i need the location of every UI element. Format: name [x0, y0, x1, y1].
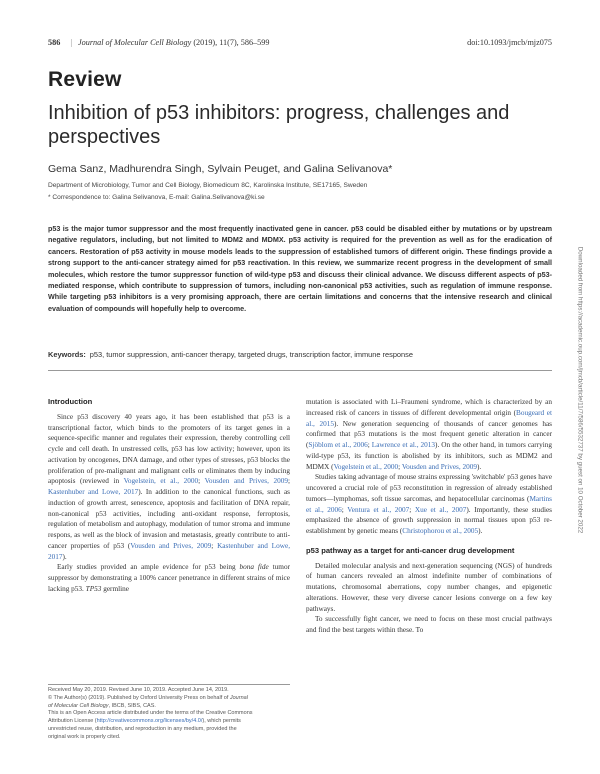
copyright-line: of Molecular Cell Biology, IBCB, SIBS, CAS. — [48, 702, 156, 709]
keywords-value: p53, tumor suppression, anti-cancer therapy, targeted drugs, transcription factor, immune response — [89, 350, 413, 359]
citation-link[interactable]: Kastenhuber and Lowe, 2017 — [48, 541, 291, 561]
citation-link[interactable]: Lawrence et al., 2013 — [371, 441, 436, 449]
header-separator: | — [70, 38, 72, 47]
citation-link[interactable]: Vousden and Prives, 2009 — [204, 477, 288, 486]
download-watermark-text: Downloaded from https://academic.oup.com/jmcb/article/11/7/586/5532737 by guest on 10 October 2022 — [576, 246, 584, 534]
received-dates: Received May 20, 2019. Revised June 10, 2019. Accepted June 14, 2019. — [48, 687, 229, 693]
running-header — [48, 38, 552, 50]
license-line: This is an Open Access article distributed under the terms of the Creative Commons — [48, 710, 253, 717]
author-list: Gema Sanz, Madhurendra Singh, Sylvain Peuget, and Galina Selivanova* — [48, 163, 393, 175]
section-heading-p53-pathway: p53 pathway as a target for anti-cancer drug development — [306, 545, 515, 555]
body-paragraph: Studies taking advantage of mouse strains expressing 'switchable' p53 genes have uncovered a crucial role of p53 reconstitution in regression of already established tumors—lymphomas, soft tissue sarcomas, and hepatocellular carcinomas (Martins et al., 2006; Ventura et al., 2007; Xue et al., 2007). Importantly, these studies emphasized the absence of growth suppression in normal tissues upon p53 re-establishment by genetic means (Christophorou et al., 2005). — [306, 473, 553, 535]
citation-link[interactable]: Sjöblom et al., 2006 — [308, 441, 368, 449]
footnote-divider — [48, 684, 290, 685]
journal-name: Journal of Molecular Cell Biology — [78, 38, 192, 47]
body-paragraph: Early studies provided an ample evidence for p53 being bona fide tumor suppressor by demonstrating a 100% cancer penetrance in different strains of mice lacking p53. TP53 germline — [48, 563, 290, 593]
affiliation: Department of Microbiology, Tumor and Cell Biology, Biomedicum 8C, Karolinska Institute, SE17165, Sweden — [48, 182, 368, 189]
body-paragraph: To successfully fight cancer, we need to focus on these most crucial pathways and find the best targets within these. To — [306, 615, 552, 634]
section-heading-introduction: Introduction — [48, 397, 93, 406]
citation-link[interactable]: Kastenhuber and Lowe, 2017 — [48, 488, 139, 496]
body-paragraph: mutation is associated with Li–Fraumeni syndrome, which is characterized by an increased risk of cancers in tissues of different developmental origin (Bougeard et al., 2015). New generation sequencing of thousands of cancer genomes has confirmed that p53 mutations is the most frequent genetic alteration in cancer (Sjöblom et al., 2006; Lawrence et al., 2013). On the other hand, in tumors carrying wild-type p53, its function is abolished by its inhibitors, such as MDM2 and MDMX (Vogelstein et al., 2000; Vousden and Prives, 2009). — [306, 398, 552, 471]
citation-link[interactable]: Christophorou et al., 2005 — [402, 527, 479, 535]
license-line: Attribution License (http://creativecommons.org/licenses/by/4.0/), which permits — [48, 718, 241, 725]
download-watermark — [575, 200, 585, 580]
divider — [48, 370, 552, 371]
citation-link[interactable]: Xue et al., 2007 — [414, 505, 467, 514]
citation-link[interactable]: Bougeard et al., 2015 — [306, 408, 552, 428]
right-column — [306, 397, 552, 636]
body-paragraph: Since p53 discovery 40 years ago, it has been established that p53 is a transcriptional factor, which binds to the promoters of its target genes in a sequence-specific manner and regulates their expression, thereby controlling cell cycle and cell death. In unstressed cells, p53 has low activity; however, upon its activation by oncogenes, DNA damage, and other types of stresses, p53 blocks the proliferation of pre-malignant and malignant cells or eliminates them by inducing apoptosis (reviewed in Vogelstein, et al., 2000; Vousden and Prives, 2009; Kastenhuber and Lowe, 2017). In addition to the canonical functions, such as induction of growth arrest, senescence, apoptosis and facilitation of DNA repair, non-canonical p53 activities, including anti-oxidant response, ferroptosis, regulation of metabolism and autophagy, modulation of tumor stroma and immune respons, as well as the block of invasion and metastasis, greatly contribute to anti-cancer properties of p53 (Vousden and Prives, 2009; Kastenhuber and Lowe, 2017). — [48, 412, 291, 561]
page-number: 586 — [48, 38, 61, 47]
citation-link[interactable]: Vousden and Prives, 2009 — [401, 462, 477, 471]
citation-link[interactable]: Vogelstein et al., 2000 — [333, 462, 399, 471]
citation-link[interactable]: Vogelstein, et al., 2000 — [123, 477, 199, 486]
license-line: original work is properly cited. — [48, 733, 121, 740]
left-column — [48, 397, 290, 595]
article-footnote — [48, 687, 290, 742]
correspondence: * Correspondence to: Galina Selivanova, E-mail: Galina.Selivanova@ki.se — [48, 194, 265, 201]
license-link[interactable]: http://creativecommons.org/licenses/by/4.0/ — [96, 718, 203, 725]
doi[interactable]: doi:10.1093/jmcb/mjz075 — [467, 38, 552, 47]
citation-link[interactable]: Vousden and Prives, 2009 — [130, 541, 212, 550]
copyright-line: © The Author(s) (2019). Published by Oxford University Press on behalf of Journal — [48, 694, 248, 701]
article-type: Review — [48, 68, 122, 91]
citation-link[interactable]: Martins et al., 2006 — [306, 494, 552, 514]
citation-link[interactable]: Ventura et al., 2007 — [347, 505, 410, 514]
body-paragraph: Detailed molecular analysis and next-generation sequencing (NGS) of hundreds of human cancers revealed an almost indefinite number of combinations of mutations, chromosomal aberrations, copy number changes, and epigenetic alterations. However, these very diverse cancer lesions converge on a few key pathways. — [306, 561, 552, 613]
abstract: p53 is the major tumor suppressor and the most frequently inactivated gene in cancer. p53 could be disabled either by mutations or by upstream negative regulators, including, but not limited to MDM2 and MDMX. p53 activity is required for the prevention as well as for the eradication of cancers. Restoration of p53 activity in mouse models leads to the suppression of established tumors of different origin. These findings provide a strong support to the anti-cancer strategy aimed for p53 reactivation. In this review, we summarize recent progress in the development of small molecules, which restore the tumor suppressor function of wild-type p53 and discuss their clinical advance. We discuss different aspects of p53-mediated response, which contribute to suppression of tumors, including non-canonical p53 activities, such as regulation of immune response. While targeting p53 inhibitors is a very promising approach, there are certain limitations and concerns that the intensive research and clinical evaluation of compounds will hopefully help to overcome. — [48, 224, 552, 313]
keywords — [48, 350, 552, 359]
license-line: unrestricted reuse, distribution, and reproduction in any medium, provided the — [48, 725, 237, 732]
journal-citation: (2019), 11(7), 586–599 — [193, 38, 270, 47]
article-title: Inhibition of p53 inhibitors: progress, challenges and perspectives — [48, 102, 510, 148]
keywords-label: Keywords: — [48, 350, 86, 359]
